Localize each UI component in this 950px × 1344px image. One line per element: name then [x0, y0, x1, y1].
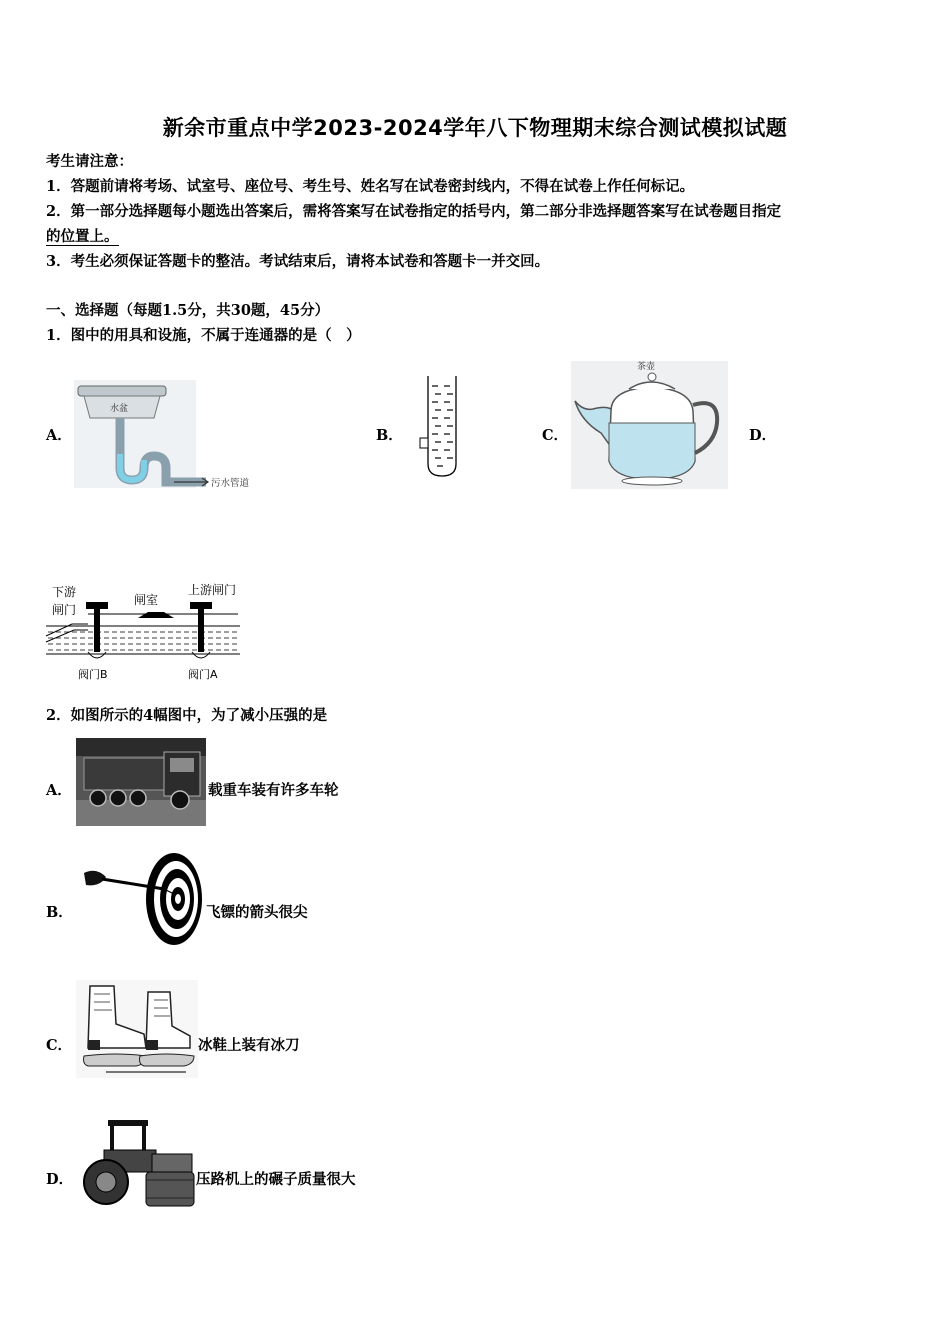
road-roller-icon — [84, 1120, 194, 1206]
road-roller-figure — [82, 1118, 197, 1210]
ship-icon — [138, 612, 174, 618]
section-heading: 一、选择题（每题1.5分，共30题，45分） — [46, 302, 330, 319]
teapot-base — [622, 477, 682, 485]
gate-a-top — [190, 602, 212, 609]
q1-option-a-label[interactable]: A． — [46, 427, 72, 444]
valve-b-channel — [88, 652, 106, 658]
truck-photo — [76, 738, 206, 826]
q2-option-c-caption: 冰鞋上装有冰刀 — [198, 1037, 300, 1054]
q2-option-a-label[interactable]: A． — [46, 782, 72, 799]
notice-item-3: 3．考生必须保证答题卡的整洁。考试结束后，请将本试卷和答题卡一并交回。 — [46, 253, 550, 270]
q2-option-a-caption: 载重车装有许多车轮 — [208, 782, 339, 799]
valve-b-label: 阀门B — [78, 668, 108, 681]
notice-heading: 考生请注意： — [46, 153, 133, 170]
dart-figure — [76, 851, 206, 947]
q1-teapot-figure — [571, 361, 728, 489]
q2-option-c-label[interactable]: C． — [46, 1037, 73, 1054]
truck-windshield — [170, 758, 194, 772]
down-gate-label-2: 闸门 — [52, 603, 77, 617]
dartboard-icon — [146, 853, 202, 945]
gate-b-top — [86, 602, 108, 609]
q2-option-d-caption: 压路机上的碾子质量很大 — [196, 1171, 356, 1188]
valve-a-label: 阀门A — [188, 668, 218, 681]
q1-stem: 1．图中的用具和设施，不属于连通器的是（ ） — [46, 327, 361, 344]
page-title: 新余市重点中学2023-2024学年八下物理期末综合测试模拟试题 — [162, 116, 788, 140]
teapot-label: 茶壶 — [637, 362, 656, 372]
gate-b-post — [94, 608, 100, 652]
q2-stem: 2．如图所示的4幅图中，为了减小压强的是 — [46, 707, 328, 724]
notice-item-1: 1．答题前请将考场、试室号、座位号、考生号、姓名写在试卷密封线内，不得在试卷上作任何标记。 — [46, 178, 695, 195]
teapot-water — [609, 423, 695, 479]
q2-option-b-caption: 飞镖的箭头很尖 — [206, 904, 308, 921]
teapot-knob — [648, 373, 656, 381]
q1-option-b-label[interactable]: B． — [376, 427, 403, 444]
basin-label: 水盆 — [110, 404, 129, 414]
basin-rim — [78, 386, 166, 396]
down-gate-label-1: 下游 — [52, 585, 77, 599]
q1-option-c-label[interactable]: C． — [542, 427, 569, 444]
chamber-label: 闸室 — [134, 593, 159, 607]
notice-item-2: 2．第一部分选择题每小题选出答案后，需将答案写在试卷指定的括号内，第二部分非选择题答案写在试卷题目指定 — [46, 203, 782, 220]
truck-bed — [84, 758, 164, 790]
ice-skate-figure — [76, 980, 198, 1078]
downstream-bank — [46, 624, 88, 642]
q1-option-d-label[interactable]: D． — [749, 427, 777, 444]
up-gate-label: 上游闸门 — [188, 583, 237, 597]
q2-option-b-label[interactable]: B． — [46, 904, 73, 921]
tube-side-outlet — [420, 438, 428, 448]
drain-label: 污水管道 — [211, 478, 250, 489]
q1-basin-figure — [74, 380, 264, 492]
gate-a-post — [198, 608, 204, 652]
q1-shiplock-figure — [44, 580, 254, 684]
notice-item-2-cont-text: 的位置上。 — [46, 228, 119, 245]
valve-a-channel — [192, 652, 210, 658]
q1-tube-figure — [408, 372, 468, 482]
water-hatch — [48, 632, 240, 650]
q2-option-d-label[interactable]: D． — [46, 1171, 74, 1188]
notice-item-2-cont — [46, 227, 119, 247]
